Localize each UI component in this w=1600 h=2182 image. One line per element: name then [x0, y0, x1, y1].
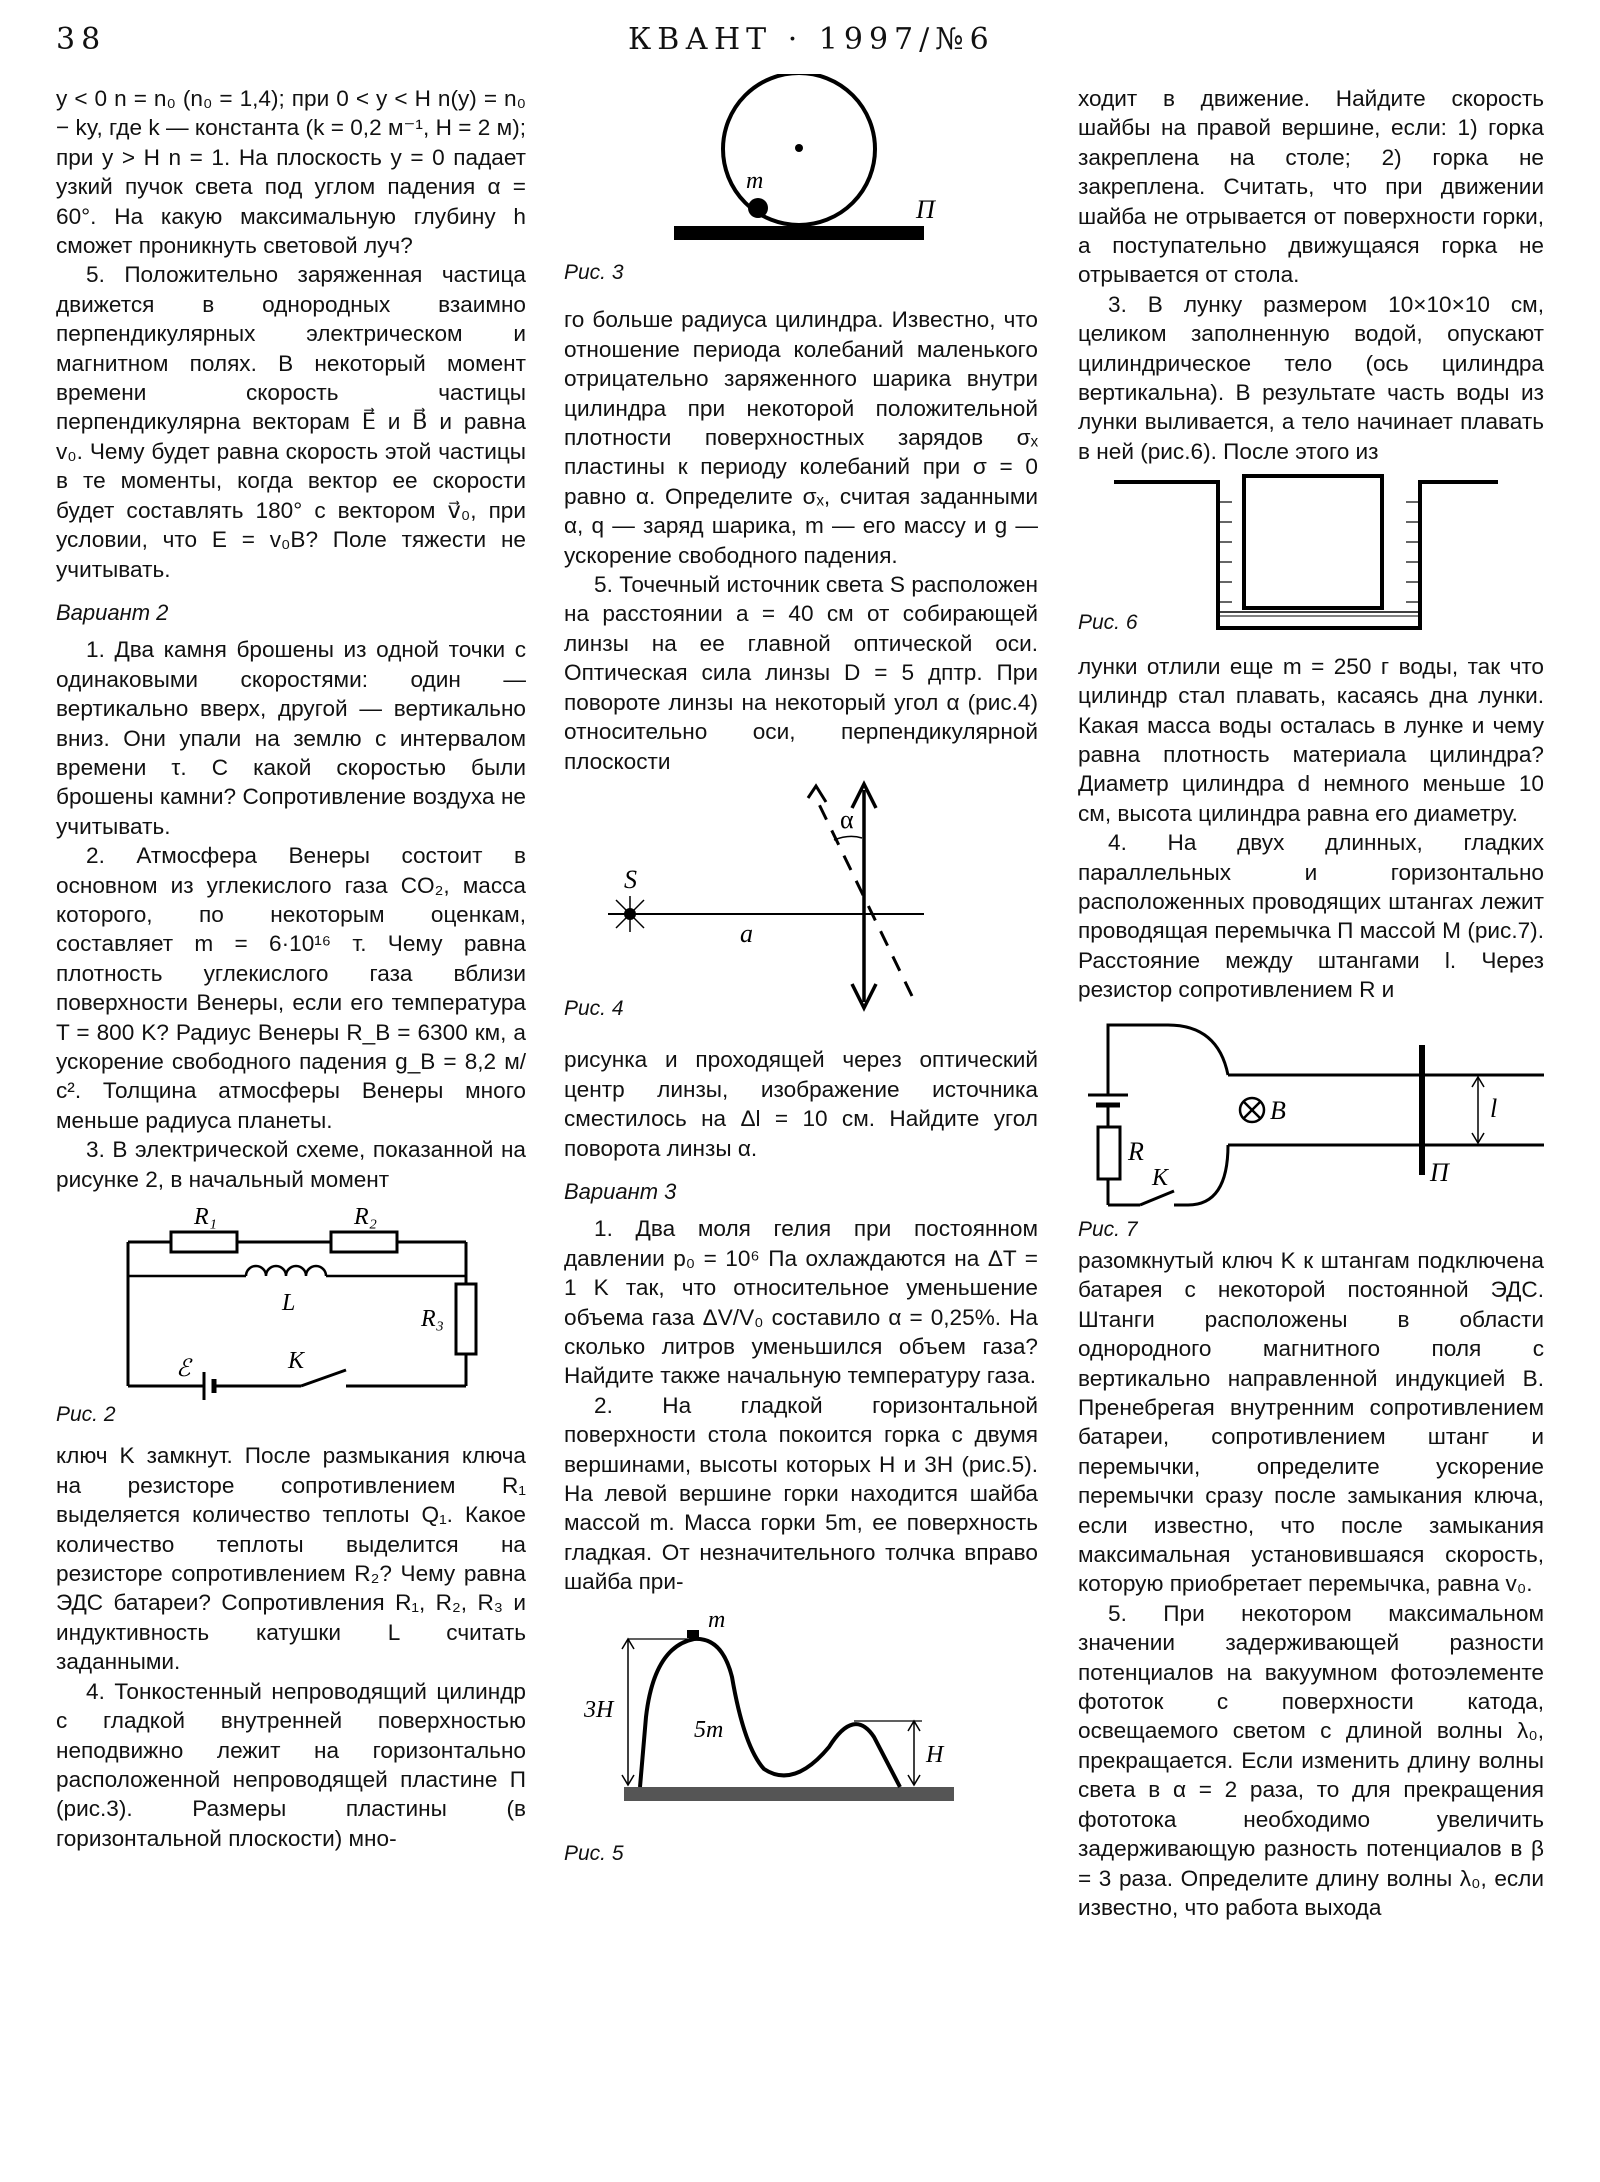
label-3h: 3H: [584, 1696, 614, 1723]
caption-fig6: Рис. 6: [1078, 611, 1138, 635]
resistor-r3: [456, 1284, 476, 1354]
caption-fig5: Рис. 5: [564, 1841, 624, 1865]
problem-1-5b: 5. Точечный источник света S расположен на расстоянии a = 40 см от собирающей линзы на ее главной оптической оси. Оптическая сила линзы D = 5 дптр. При повороте линзы на некоторый угол α (рис.4) относительно оси, перпендикулярной плоскости: [564, 572, 1038, 774]
problem-1-5-continued: рисунка и проходящей через оптический центр линзы, изображение источника сместилось на Δl = 10 см. Найдите угол поворота линзы α.: [564, 1047, 1038, 1161]
column-1: [56, 84, 526, 1853]
problem-3-3: 3. В лунку размером 10×10×10 см, целиком заполненную водой, опускают цилиндрическое тело (ось цилиндра вертикальна). В результате часть воды из лунки выливается, а тело начинает плавать в ней (рис.6). После этого из: [1078, 291, 1544, 464]
switch-k-fig7: [1140, 1191, 1174, 1205]
label-m-fig3: m: [746, 168, 764, 194]
caption-fig4: Рис. 4: [564, 996, 624, 1020]
label-m-fig5: m: [708, 1606, 726, 1633]
variant-3-heading: Вариант 3: [564, 1178, 677, 1204]
label-r2: R₂: [354, 1204, 378, 1231]
resistor-r: [1098, 1127, 1120, 1179]
figure-3-cylinder: [564, 74, 1038, 264]
problem-2-3-continued: ключ K замкнут. После размыкания ключа на резисторе сопротивлением R₁ выделяется количество теплоты Q₁. Какое количество теплоты выделится на резисторе сопротивлением R₂? Чему равна ЭДС батареи? Сопротивления R₁, R₂, R₃ и индуктивность катушки L считать заданными.: [56, 1443, 526, 1675]
label-alpha: α: [840, 804, 854, 834]
cylinder-body: [1244, 476, 1382, 608]
label-k: K: [288, 1348, 305, 1375]
plate-p: [674, 226, 924, 240]
hill-profile: [640, 1639, 900, 1787]
switch-k: [301, 1370, 346, 1386]
problem-3-5: 5. При некотором максимальном значении задерживающей разности потенциалов на вакуумном фотоэлементе фототок с поверхности катода, освещаемого светом с длиной волны λ₀, прекращается. Если изменить длину волны света в α = 2 раза, то для прекращения фототока необходимо увеличить задерживающую разность потенциалов в β = 3 раза. Определите длину волны λ₀, если известно, что работа выхода: [1078, 1600, 1544, 1920]
paragraph-col1-top: y < 0 n = n₀ (n₀ = 1,4); при 0 < y < H n(y) = n₀ − ky, где k — константа (k = 0,2 м⁻¹, H = 2 м); при y > H n = 1. На плоскость y = 0 падает узкий пучок света под углом падения α = 60°. На какую максимальную глубину h сможет проникнуть световой луч?: [56, 86, 526, 259]
figure-4-lens: [564, 776, 1038, 1012]
label-r1: R₁: [194, 1204, 218, 1231]
caption-fig2: Рис. 2: [56, 1403, 116, 1427]
figure-5-hill: [564, 1597, 1038, 1847]
column-3: [1078, 84, 1544, 1922]
problem-1-5: 5. Положительно заряженная частица движется в однородных взаимно перпендикулярных электрическом и магнитном полях. В некоторый момент времени скорость частицы перпендикулярна векторам E⃗ и B⃗ и равна v₀. Чему будет равна скорость этой частицы в те моменты, когда вектор ее скорости будет составлять 180° с вектором v⃗₀, при условии, что E = v₀B? Поле тяжести не учитывать.: [56, 262, 526, 582]
label-h: H: [926, 1741, 944, 1768]
problem-2-4: 4. Тонкостенный непроводящий цилиндр с гладкой внутренней поверхностью неподвижно лежит на горизонтально расположенной непроводящей пластине П (рис.3). Размеры пластины (в горизонтальной плоскости) мно-: [56, 1678, 526, 1851]
problem-3-3-continued: лунки отлили еще m = 250 г воды, так что цилиндр стал плавать, касаясь дна лунки. Какая масса воды осталась в лунке и чему равна плотность материала цилиндра? Диаметр цилиндра d немного меньше 10 см, высота цилиндра равна его диаметру.: [1078, 653, 1544, 826]
caption-fig3: Рис. 3: [564, 261, 624, 284]
label-a: a: [740, 918, 753, 948]
label-r3: R₃: [421, 1306, 445, 1333]
variant-2-heading: Вариант 2: [56, 599, 169, 625]
label-plate-fig3: П: [916, 195, 935, 224]
problem-2-2: 2. Атмосфера Венеры состоит в основном из углекислого газа CO₂, масса которого, по некоторым оценкам, составляет m = 6·10¹⁶ т. Чему равна плотность углекислого газа вблизи поверхности Венеры, если его температура T = 800 K? Радиус Венеры R_В = 6300 км, а ускорение свободного падения g_В = 8,2 м/с². Толщина атмосферы Венеры много меньше радиуса планеты.: [56, 843, 526, 1133]
problem-2-3: 3. В электрической схеме, показанной на рисунке 2, в начальный момент: [56, 1137, 526, 1192]
problem-3-4-continued: разомкнутый ключ K к штангам подключена батарея с некоторой постоянной ЭДС. Штанги расположены в области однородного магнитного поля с вертикально направленной индукцией B. Пренебрегая внутренним сопротивлением батареи, сопротивлением штанг и перемычки, определите ускорение перемычки сразу после замыкания ключа, если известно, что после замыкания максимальная установившаяся скорость, которую приобретает перемычка, равна v₀.: [1078, 1247, 1544, 1597]
puck-m: [687, 1630, 699, 1638]
inductor-l: [246, 1266, 326, 1276]
problem-3-2-continued: ходит в движение. Найдите скорость шайбы на правой вершине, если: 1) горка закреплена на столе; 2) горка не закреплена. Считать, что при движении шайба не отрывается от поверхности горки, а поступательно движущаяся горка не отрывается от стола.: [1078, 86, 1544, 288]
column-2: [564, 74, 1038, 1868]
problem-3-1: 1. Два моля гелия при постоянном давлении p₀ = 10⁶ Па охлаждаются на ΔT = 1 K так, что относительное уменьшение объема газа ΔV/V₀ составило α = 0,25%. На сколько литров уменьшился объем газа? Найдите также начальную температуру газа.: [564, 1216, 1038, 1389]
resistor-r2: [331, 1232, 397, 1252]
problem-1-4-continued: го больше радиуса цилиндра. Известно, что отношение периода колебаний маленького отрицательно заряженного шарика внутри цилиндра при некоторой положительной плотности поверхностных зарядов σₓ пластины к периоду колебаний при σ = 0 равно α. Определите σₓ, считая заданными α, q — заряд шарика, m — его массу и g — ускорение свободного падения.: [564, 307, 1038, 568]
label-p-fig7: П: [1430, 1157, 1449, 1187]
page-number: 38: [56, 22, 107, 57]
figure-2-circuit: [56, 1194, 526, 1404]
label-l-fig7: l: [1490, 1093, 1498, 1123]
figure-7-rails: [1078, 1005, 1544, 1225]
resistor-r1: [171, 1232, 237, 1252]
table-surface: [624, 1787, 954, 1801]
label-emf: ℰ: [176, 1356, 191, 1383]
label-r-fig7: R: [1128, 1136, 1144, 1166]
problem-3-2: 2. На гладкой горизонтальной поверхности стола покоится горка с двумя вершинами, высоты которых H и 3H (рис.5). На левой вершине горки находится шайба массой m. Масса горки 5m, ее поверхность гладкая. От незначительного толчка вправо шайба при-: [564, 1392, 1038, 1595]
label-5m: 5m: [694, 1716, 724, 1743]
problem-2-1: 1. Два камня брошены из одной точки с одинаковыми скоростями: один — вертикально вверх, другой — вертикально вниз. Они упали на землю с интервалом времени τ. С какой скоростью были брошены камни? Сопротивление воздуха не учитывать.: [56, 637, 526, 839]
caption-fig7: Рис. 7: [1078, 1217, 1138, 1241]
charged-ball: [748, 198, 768, 218]
label-b: B: [1270, 1095, 1286, 1125]
label-s: S: [624, 864, 637, 894]
label-k-fig7: K: [1152, 1164, 1169, 1191]
label-l: L: [282, 1290, 296, 1317]
journal-header: КВАНТ · 1997/№6: [628, 22, 995, 57]
problem-3-4: 4. На двух длинных, гладких параллельных и горизонтально расположенных проводящих штангах лежит проводящая перемычка П массой M (рис.7). Расстояние между штангами l. Через резистор сопротивлением R и: [1078, 830, 1544, 1003]
